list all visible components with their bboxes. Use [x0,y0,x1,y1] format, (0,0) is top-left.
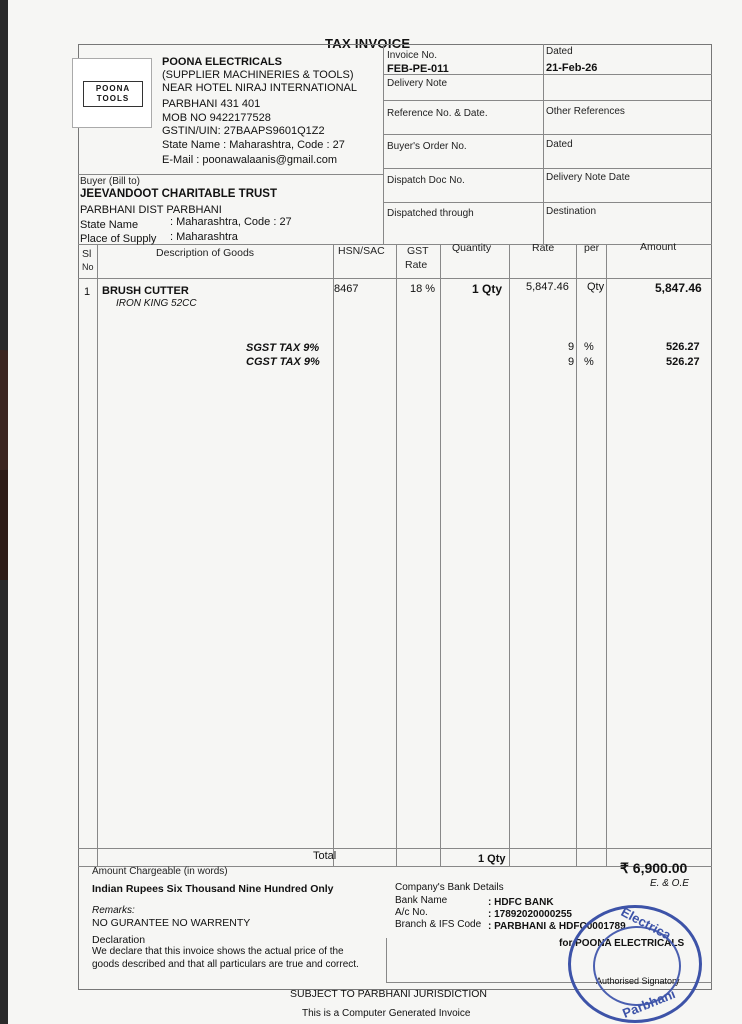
supplier-gstin: GSTIN/UIN: 27BAAPS9601Q1Z2 [162,125,325,137]
supplier-line2: NEAR HOTEL NIRAJ INTERNATIONAL [162,82,357,94]
divider [383,168,712,169]
supplier-email: E-Mail : poonawalaanis@gmail.com [162,154,338,166]
bank-name: : HDFC BANK [488,897,554,908]
supplier-state: State Name : Maharashtra, Code : 27 [162,139,345,151]
item-name: BRUSH CUTTER [102,285,189,297]
reference-label: Reference No. & Date. [387,108,488,119]
col-no: No [82,262,94,272]
col-gst-rate: Rate [405,259,428,271]
divider [78,848,712,849]
total-quantity: 1 Qty [478,853,506,865]
for-company: for POONA ELECTRICALS [559,938,685,949]
cgst-per: % [584,356,594,368]
col-sl: Sl [82,248,92,260]
col-hsn: HSN/SAC [338,245,385,257]
other-references-label: Other References [546,106,625,117]
divider [383,44,384,244]
supplier-mobile: MOB NO 9422177528 [162,112,271,124]
col-amount: Amount [640,241,677,253]
item-gst: 18 % [410,283,436,295]
declaration-line1: We declare that this invoice shows the actual price of the [92,946,344,957]
account-no: : 17892020000255 [488,909,572,920]
dispatched-through-label: Dispatched through [387,208,474,219]
item-sl: 1 [84,286,91,298]
divider [440,244,441,866]
buyers-order-label: Buyer's Order No. [387,141,467,152]
invoice-title: TAX INVOICE [325,36,411,51]
col-description: Description of Goods [156,247,255,259]
buyer-label: Buyer (Bill to) [80,176,141,187]
remarks-text: NO GURANTEE NO WARRENTY [92,917,251,929]
place-of-supply-label: Place of Supply [80,233,157,245]
company-stamp [568,905,702,1023]
col-per: per [584,242,600,254]
col-rate: Rate [532,242,555,254]
declaration-label: Declaration [92,934,146,946]
sgst-rate: 9 [568,341,575,353]
remarks-label: Remarks: [92,905,135,916]
sgst-amount: 526.27 [666,341,700,353]
invoice-no-label: Invoice No. [387,50,438,61]
place-of-supply: : Maharashtra [170,231,238,243]
divider [543,44,544,244]
divider [576,244,577,866]
supplier-line3: PARBHANI 431 401 [162,98,261,110]
computer-generated-note: This is a Computer Generated Invoice [302,1008,471,1019]
divider [606,244,607,866]
item-hsn: 8467 [334,283,359,295]
supplier-line1: (SUPPLIER MACHINERIES & TOOLS) [162,69,354,81]
buyer-name: JEEVANDOOT CHARITABLE TRUST [80,188,277,200]
divider [78,174,383,175]
total-label: Total [313,850,337,862]
branch-ifsc: : PARBHANI & HDFC0001789 [488,921,626,932]
jurisdiction-note: SUBJECT TO PARBHANI JURISDICTION [290,988,488,1000]
declaration-line2: goods described and that all particulars are true and correct. [92,959,359,970]
account-no-label: A/c No. [395,907,428,918]
bank-name-label: Bank Name [395,895,448,906]
item-quantity: 1 Qty [472,282,503,296]
sgst-label: SGST TAX 9% [246,342,320,354]
cgst-amount: 526.27 [666,356,700,368]
branch-label: Branch & IFS Code [395,919,482,930]
col-quantity: Quantity [452,242,492,254]
stamp-bottom-text: Parbhani [620,986,678,1021]
amount-in-words: Indian Rupees Six Thousand Nine Hundred Only [92,883,334,895]
delivery-note-date-label: Delivery Note Date [546,172,630,183]
divider [383,100,712,101]
buyer-state: : Maharashtra, Code : 27 [170,216,292,228]
dispatch-doc-label: Dispatch Doc No. [387,175,465,186]
divider [509,244,510,866]
item-amount: 5,847.46 [655,281,702,295]
total-amount: ₹ 6,900.00 [620,860,688,876]
eoe: E. & O.E [650,878,689,889]
divider [78,278,712,279]
cgst-rate: 9 [568,356,575,368]
divider [78,244,712,245]
item-rate: 5,847.46 [526,281,569,293]
buyer-state-label: State Name [80,219,139,231]
order-dated-label: Dated [546,139,573,150]
authorised-signatory: Authorised Signatory [596,976,680,986]
divider [333,244,334,866]
invoice-no-value: FEB-PE-011 [387,63,449,75]
divider [97,244,98,866]
logo-text: POONA TOOLS [83,81,143,107]
divider [383,202,712,203]
divider [396,244,397,866]
bank-details-label: Company's Bank Details [395,882,504,893]
destination-label: Destination [546,206,597,217]
item-subtitle: IRON KING 52CC [116,298,197,309]
col-gst: GST [407,245,429,257]
divider [383,134,712,135]
dated-value: 21-Feb-26 [546,62,598,74]
company-logo [72,58,152,128]
divider [386,938,387,982]
delivery-note-label: Delivery Note [387,78,448,89]
sgst-per: % [584,341,594,353]
item-per: Qty [587,281,605,293]
cgst-label: CGST TAX 9% [246,356,320,368]
supplier-name: POONA ELECTRICALS [162,56,282,68]
buyer-address: PARBHANI DIST PARBHANI [80,204,222,216]
amount-words-label: Amount Chargeable (in words) [92,866,228,877]
stamp-top-text: Electrica [618,904,674,943]
dated-label: Dated [546,46,573,57]
